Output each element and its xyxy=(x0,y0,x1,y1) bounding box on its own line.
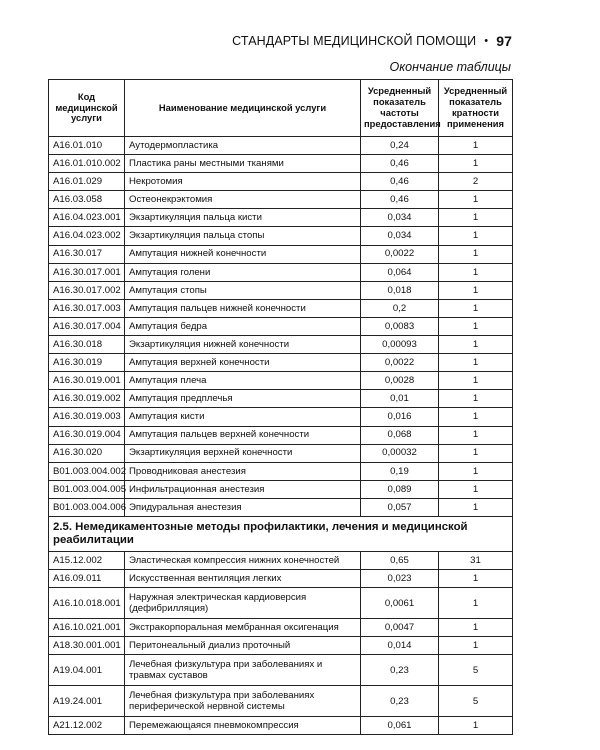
section-heading-row xyxy=(49,516,513,551)
service-name: Экстракорпоральная мембранная оксигенация xyxy=(125,619,361,637)
table-row xyxy=(49,444,513,462)
frequency-value: 0,089 xyxy=(361,480,439,498)
service-code: A16.30.019.002 xyxy=(49,390,125,408)
service-name: Ампутация верхней конечности xyxy=(125,354,361,372)
service-code: A16.30.019.003 xyxy=(49,408,125,426)
service-name: Проводниковая анестезия xyxy=(125,462,361,480)
service-name: Лечебная физкультура при заболеваниях и травмах суставов xyxy=(125,655,361,686)
frequency-value: 0,0028 xyxy=(361,372,439,390)
frequency-value: 0,0047 xyxy=(361,619,439,637)
table-row xyxy=(49,354,513,372)
frequency-value: 0,0022 xyxy=(361,354,439,372)
service-code: A15.12.002 xyxy=(49,551,125,569)
service-code: A16.04.023.001 xyxy=(49,209,125,227)
table-row xyxy=(49,588,513,619)
table-row xyxy=(49,462,513,480)
service-name: Ампутация кисти xyxy=(125,408,361,426)
multiplicity-value: 1 xyxy=(439,191,513,209)
multiplicity-value: 1 xyxy=(439,263,513,281)
multiplicity-value: 1 xyxy=(439,570,513,588)
table-row xyxy=(49,637,513,655)
table-row xyxy=(49,317,513,335)
bullet-separator: • xyxy=(484,35,489,47)
table-row xyxy=(49,619,513,637)
service-code: A19.04.001 xyxy=(49,655,125,686)
service-code: A16.10.021.001 xyxy=(49,619,125,637)
frequency-value: 0,19 xyxy=(361,462,439,480)
service-name: Ампутация бедра xyxy=(125,317,361,335)
service-code: B01.003.004.005 xyxy=(49,480,125,498)
service-code: B01.003.004.002 xyxy=(49,462,125,480)
multiplicity-value: 2 xyxy=(439,173,513,191)
service-code: A16.03.058 xyxy=(49,191,125,209)
multiplicity-value: 1 xyxy=(439,336,513,354)
frequency-value: 0,057 xyxy=(361,498,439,516)
service-code: A16.09.011 xyxy=(49,570,125,588)
service-code: A16.30.018 xyxy=(49,336,125,354)
frequency-value: 0,034 xyxy=(361,227,439,245)
service-code: A16.30.019 xyxy=(49,354,125,372)
service-code: A18.30.001.001 xyxy=(49,637,125,655)
multiplicity-value: 1 xyxy=(439,462,513,480)
frequency-value: 0,016 xyxy=(361,408,439,426)
service-code: A19.24.001 xyxy=(49,686,125,717)
running-title: СТАНДАРТЫ МЕДИЦИНСКОЙ ПОМОЩИ xyxy=(232,34,477,48)
multiplicity-value: 31 xyxy=(439,551,513,569)
table-row xyxy=(49,191,513,209)
table-row xyxy=(49,480,513,498)
service-code: A16.30.017.004 xyxy=(49,317,125,335)
page-number: 97 xyxy=(496,33,512,49)
frequency-value: 0,46 xyxy=(361,173,439,191)
table-row xyxy=(49,281,513,299)
multiplicity-value: 5 xyxy=(439,686,513,717)
table-row xyxy=(49,390,513,408)
frequency-value: 0,46 xyxy=(361,155,439,173)
service-code: A16.30.017.003 xyxy=(49,299,125,317)
table-caption: Окончание таблицы xyxy=(389,60,511,74)
frequency-value: 0,2 xyxy=(361,299,439,317)
frequency-value: 0,00093 xyxy=(361,336,439,354)
frequency-value: 0,0022 xyxy=(361,245,439,263)
table-row xyxy=(49,655,513,686)
service-name: Искусственная вентиляция легких xyxy=(125,570,361,588)
table-row xyxy=(49,570,513,588)
service-name: Экзартикуляция верхней конечности xyxy=(125,444,361,462)
frequency-value: 0,65 xyxy=(361,551,439,569)
service-code: A21.12.002 xyxy=(49,717,125,735)
multiplicity-value: 1 xyxy=(439,299,513,317)
table-row xyxy=(49,263,513,281)
service-name: Экзартикуляция пальца кисти xyxy=(125,209,361,227)
service-name: Ампутация пальцев верхней конечности xyxy=(125,426,361,444)
table-row xyxy=(49,336,513,354)
multiplicity-value: 1 xyxy=(439,717,513,735)
table-row xyxy=(49,299,513,317)
table-row xyxy=(49,209,513,227)
service-name: Инфильтрационная анестезия xyxy=(125,480,361,498)
frequency-value: 0,24 xyxy=(361,137,439,155)
multiplicity-value: 5 xyxy=(439,655,513,686)
column-header-multiplicity: Усредненный показатель кратности применения xyxy=(439,80,513,137)
service-name: Экзартикуляция пальца стопы xyxy=(125,227,361,245)
frequency-value: 0,00032 xyxy=(361,444,439,462)
multiplicity-value: 1 xyxy=(439,209,513,227)
multiplicity-value: 1 xyxy=(439,426,513,444)
table-row xyxy=(49,227,513,245)
frequency-value: 0,068 xyxy=(361,426,439,444)
page-header xyxy=(232,33,512,49)
table-header-row xyxy=(49,80,513,137)
service-code: A16.04.023.002 xyxy=(49,227,125,245)
service-name: Аутодермопластика xyxy=(125,137,361,155)
table-row xyxy=(49,551,513,569)
frequency-value: 0,0061 xyxy=(361,588,439,619)
service-name: Эластическая компрессия нижних конечностей xyxy=(125,551,361,569)
service-name: Ампутация нижней конечности xyxy=(125,245,361,263)
multiplicity-value: 1 xyxy=(439,619,513,637)
table-row xyxy=(49,426,513,444)
service-code: B01.003.004.006 xyxy=(49,498,125,516)
table-row xyxy=(49,173,513,191)
service-name: Лечебная физкультура при заболеваниях периферической нервной системы xyxy=(125,686,361,717)
multiplicity-value: 1 xyxy=(439,137,513,155)
table-row xyxy=(49,245,513,263)
table-row xyxy=(49,408,513,426)
service-name: Экзартикуляция нижней конечности xyxy=(125,336,361,354)
service-code: A16.30.017.001 xyxy=(49,263,125,281)
service-code: A16.01.029 xyxy=(49,173,125,191)
frequency-value: 0,064 xyxy=(361,263,439,281)
frequency-value: 0,018 xyxy=(361,281,439,299)
frequency-value: 0,061 xyxy=(361,717,439,735)
section-title: 2.5. Немедикаментозные методы профилактики, лечения и медицинской реабилитации xyxy=(49,516,513,551)
multiplicity-value: 1 xyxy=(439,444,513,462)
service-name: Ампутация плеча xyxy=(125,372,361,390)
service-name: Перемежающаяся пневмокомпрессия xyxy=(125,717,361,735)
frequency-value: 0,23 xyxy=(361,686,439,717)
frequency-value: 0,23 xyxy=(361,655,439,686)
service-name: Наружная электрическая кардиоверсия (дефибрилляция) xyxy=(125,588,361,619)
multiplicity-value: 1 xyxy=(439,227,513,245)
frequency-value: 0,46 xyxy=(361,191,439,209)
multiplicity-value: 1 xyxy=(439,408,513,426)
multiplicity-value: 1 xyxy=(439,155,513,173)
table-row xyxy=(49,498,513,516)
services-table xyxy=(48,79,513,735)
multiplicity-value: 1 xyxy=(439,317,513,335)
multiplicity-value: 1 xyxy=(439,281,513,299)
frequency-value: 0,023 xyxy=(361,570,439,588)
multiplicity-value: 1 xyxy=(439,498,513,516)
service-code: A16.30.017.002 xyxy=(49,281,125,299)
table-row xyxy=(49,372,513,390)
frequency-value: 0,0083 xyxy=(361,317,439,335)
multiplicity-value: 1 xyxy=(439,390,513,408)
service-code: A16.30.020 xyxy=(49,444,125,462)
column-header-frequency: Усредненный показатель частоты предоставления xyxy=(361,80,439,137)
service-name: Ампутация стопы xyxy=(125,281,361,299)
multiplicity-value: 1 xyxy=(439,637,513,655)
service-code: A16.01.010 xyxy=(49,137,125,155)
service-name: Некротомия xyxy=(125,173,361,191)
service-name: Ампутация предплечья xyxy=(125,390,361,408)
service-name: Перитонеальный диализ проточный xyxy=(125,637,361,655)
service-name: Ампутация голени xyxy=(125,263,361,281)
frequency-value: 0,01 xyxy=(361,390,439,408)
service-name: Остеонекрэктомия xyxy=(125,191,361,209)
table-row xyxy=(49,155,513,173)
table-row xyxy=(49,137,513,155)
frequency-value: 0,034 xyxy=(361,209,439,227)
service-code: A16.30.017 xyxy=(49,245,125,263)
column-header-code: Код медицинской услуги xyxy=(49,80,125,137)
multiplicity-value: 1 xyxy=(439,588,513,619)
column-header-name: Наименование медицинской услуги xyxy=(125,80,361,137)
service-name: Ампутация пальцев нижней конечности xyxy=(125,299,361,317)
service-code: A16.30.019.001 xyxy=(49,372,125,390)
service-name: Пластика раны местными тканями xyxy=(125,155,361,173)
table-row xyxy=(49,686,513,717)
service-code: A16.30.019.004 xyxy=(49,426,125,444)
multiplicity-value: 1 xyxy=(439,372,513,390)
multiplicity-value: 1 xyxy=(439,480,513,498)
frequency-value: 0,014 xyxy=(361,637,439,655)
service-code: A16.01.010.002 xyxy=(49,155,125,173)
service-name: Эпидуральная анестезия xyxy=(125,498,361,516)
multiplicity-value: 1 xyxy=(439,354,513,372)
service-code: A16.10.018.001 xyxy=(49,588,125,619)
multiplicity-value: 1 xyxy=(439,245,513,263)
table-row xyxy=(49,717,513,735)
